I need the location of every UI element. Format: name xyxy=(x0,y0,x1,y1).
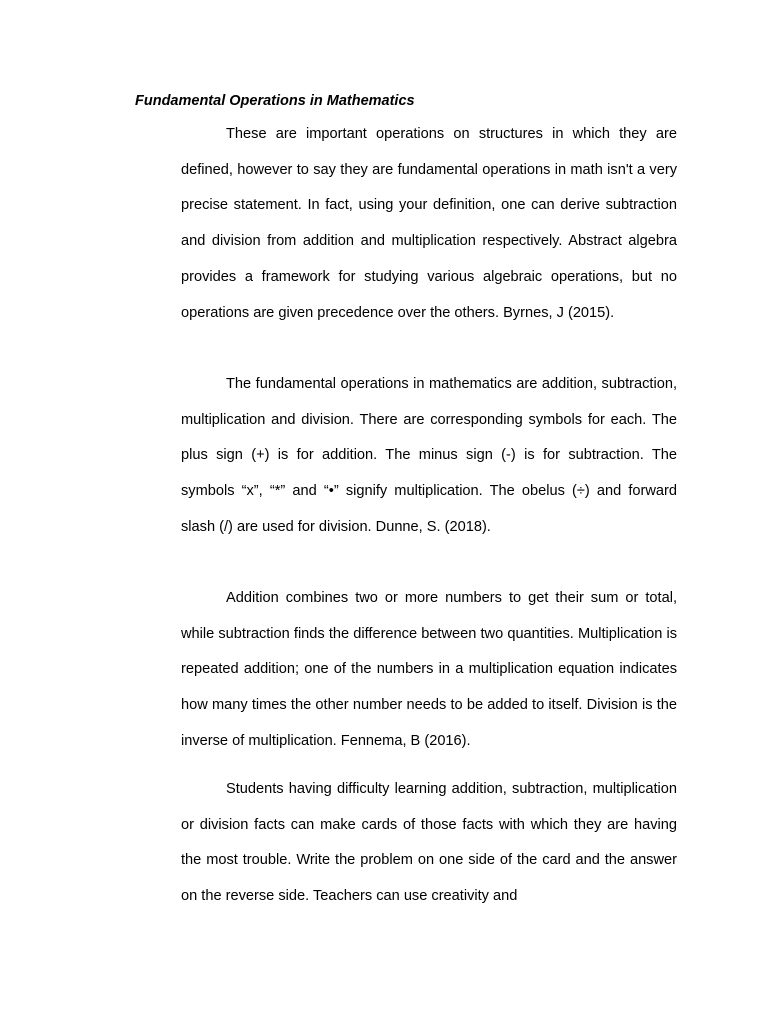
document-heading: Fundamental Operations in Mathematics xyxy=(135,93,415,109)
paragraph-1: These are important operations on structures in which they are defined, however to say they are fundamental operations in math isn't a very precise statement. In fact, using your definition, one can derive subtraction and division from addition and multiplication respectively. Abstract algebra provides a framework for studying various algebraic operations, but no operations are given precedence over the others. Byrnes, J (2015). xyxy=(181,126,677,321)
paragraph-2: The fundamental operations in mathematics are addition, subtraction, multiplication and division. There are corresponding symbols for each. The plus sign (+) is for addition. The minus sign (-) is for subtraction. The symbols “x”, “*” and “•” signify multiplication. The obelus (÷) and forward slash (/) are used for division. Dunne, S. (2018). xyxy=(181,376,677,535)
paragraph-3: Addition combines two or more numbers to get their sum or total, while subtraction finds the difference between two quantities. Multiplication is repeated addition; one of the numbers in a multiplication equation indicates how many times the other number needs to be added to itself. Division is the inverse of multiplication. Fennema, B (2016). xyxy=(181,590,677,749)
paragraph-4: Students having difficulty learning addition, subtraction, multiplication or division facts can make cards of those facts with which they are having the most trouble. Write the problem on one side of the card and the answer on the reverse side. Teachers can use creativity and xyxy=(181,781,677,905)
